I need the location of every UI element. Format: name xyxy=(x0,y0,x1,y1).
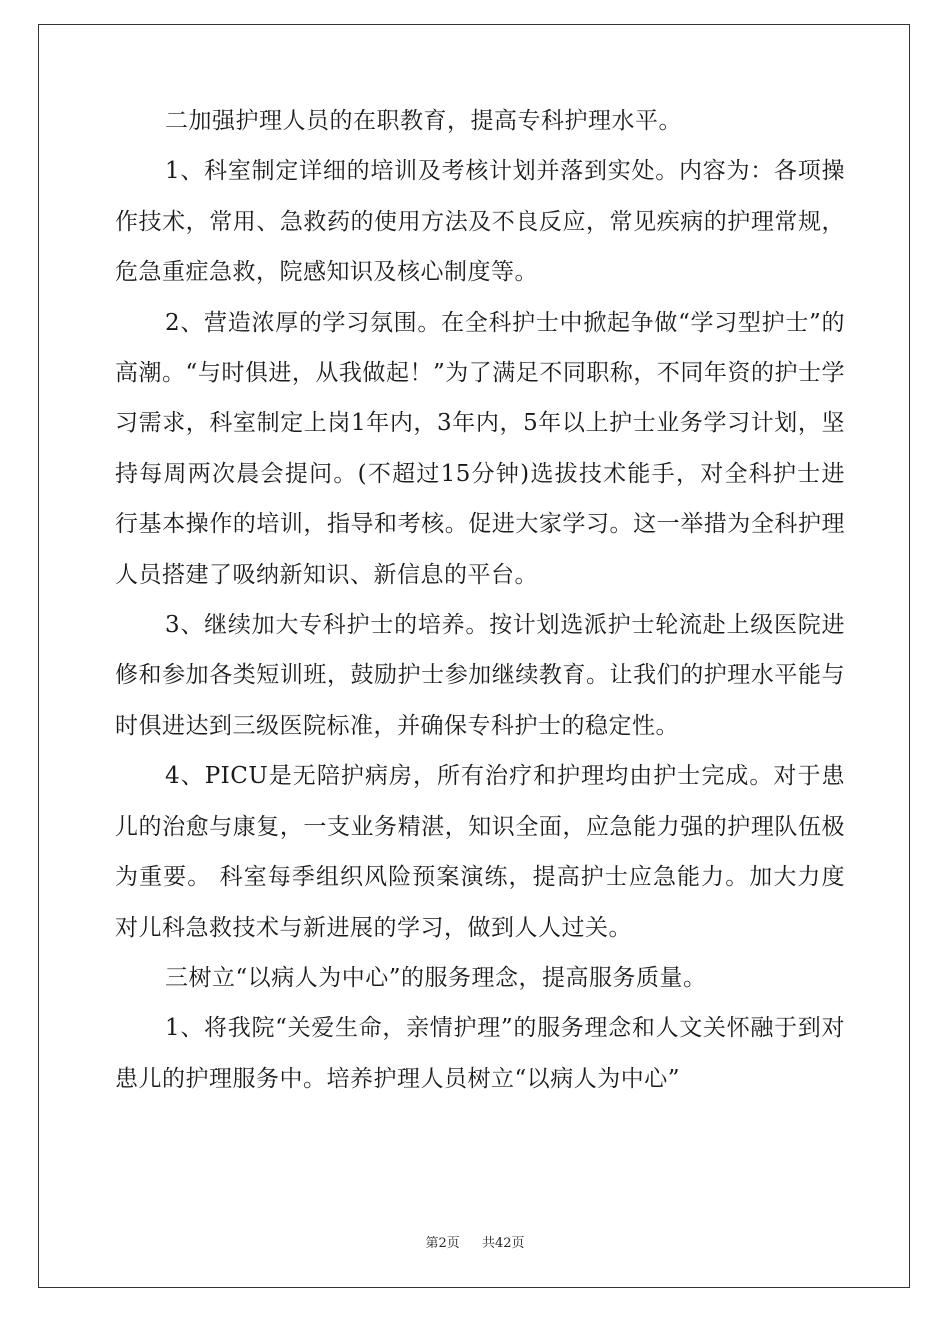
paragraph-item-3: 3、继续加大专科护士的培养。按计划选派护士轮流赴上级医院进修和参加各类短训班，鼓励护士参加继续教育。让我们的护理水平能与时俱进达到三级医院标准，并确保专科护士的稳定性。 xyxy=(115,612,845,739)
paragraph-item-4: 4、PICU是无陪护病房，所有治疗和护理均由护士完成。对于患儿的治愈与康复，一支业务精湛，知识全面，应急能力强的护理队伍极为重要。 科室每季组织风险预案演练，提高护士应急能力。加大力度对儿科急救技术与新进展的学习，做到人人过关。 xyxy=(115,763,845,941)
paragraph-item-2: 2、营造浓厚的学习氛围。在全科护士中掀起争做“学习型护士”的高潮。“与时俱进，从我做起！”为了满足不同职称，不同年资的护士学习需求，科室制定上岗1年内，3年内，5年以上护士业务学习计划，坚持每周两次晨会提问。(不超过15分钟)选拔技术能手，对全科护士进行基本操作的培训，指导和考核。促进大家学习。这一举措为全科护理人员搭建了吸纳新知识、新信息的平台。 xyxy=(115,309,845,588)
paragraph-section-3-heading: 三树立“以病人为中心”的服务理念，提高服务质量。 xyxy=(165,964,707,991)
paragraph-item-1: 1、科室制定详细的培训及考核计划并落到实处。内容为：各项操作技术，常用、急救药的使用方法及不良反应，常见疾病的护理常规，危急重症急救，院感知识及核心制度等。 xyxy=(115,158,845,286)
page-footer xyxy=(0,1232,950,1251)
paragraph-section-2-heading: 二加强护理人员的在职教育，提高专科护理水平。 xyxy=(165,108,682,134)
document-body xyxy=(115,96,845,1104)
page-number: 第2页 xyxy=(425,1236,460,1251)
page-total: 共42页 xyxy=(482,1236,525,1251)
paragraph-section-3-item-1: 1、将我院“关爱生命，亲情护理”的服务理念和人文关怀融于到对患儿的护理服务中。培养护理人员树立“以病人为中心” xyxy=(115,1015,845,1092)
